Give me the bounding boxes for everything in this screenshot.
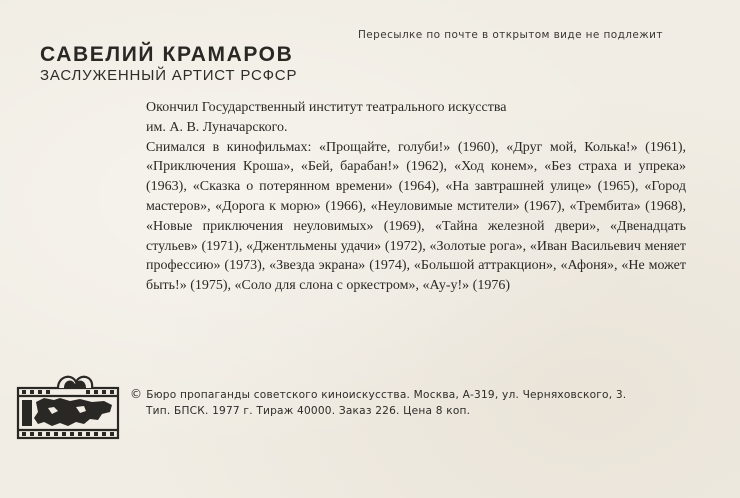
publisher-imprint: [130, 386, 626, 419]
filmography-paragraph: Снимался в кинофильмах: «Прощайте, голуби!» (1960), «Друг мой, Колька!» (1961), «Приключения Кроша», «Бей, барабан!» (1962), «Ход конем», «Без страха и упрека» (1963), «Сказка о потерянном времени» (1964), «На завтрашней улице» (1965), «Город мастеров», «Дорога к морю» (1966), «Неуловимые мстители» (1967), «Трембита» (1968), «Новые приключения неуловимых» (1969), «Тайна железной двери», «Двенадцать стульев» (1971), «Джентльмены удачи» (1972), «Золотые рога», «Иван Васильевич меняет профессию» (1973), «Звезда экрана» (1974), «Большой аттракцион», «Афоня», «Не может быть!» (1975), «Соло для слона с оркестром», «Ау-у!» (1976): [146, 139, 686, 294]
actor-name: САВЕЛИЙ КРАМАРОВ: [40, 43, 294, 66]
publisher-address: Бюро пропаганды советского киноискусства. Москва, А-319, ул. Черняховского, 3.: [146, 389, 627, 401]
film-strip-world-map-icon: [14, 374, 122, 452]
postal-notice: Пересылке по почте в открытом виде не подлежит: [358, 29, 663, 41]
education-line-1: Окончил Государственный институт театрального искусства: [146, 100, 507, 115]
education-line-2: им. А. В. Луначарского.: [146, 119, 288, 135]
imprint-line-1: [130, 386, 626, 403]
copyright-symbol: ©: [130, 387, 143, 401]
actor-title: ЗАСЛУЖЕННЫЙ АРТИСТ РСФСР: [40, 67, 298, 84]
education-paragraph: [146, 98, 686, 138]
biography-text: [146, 98, 686, 296]
print-run-details: Тип. БПСК. 1977 г. Тираж 40000. Заказ 226. Цена 8 коп.: [146, 405, 471, 417]
